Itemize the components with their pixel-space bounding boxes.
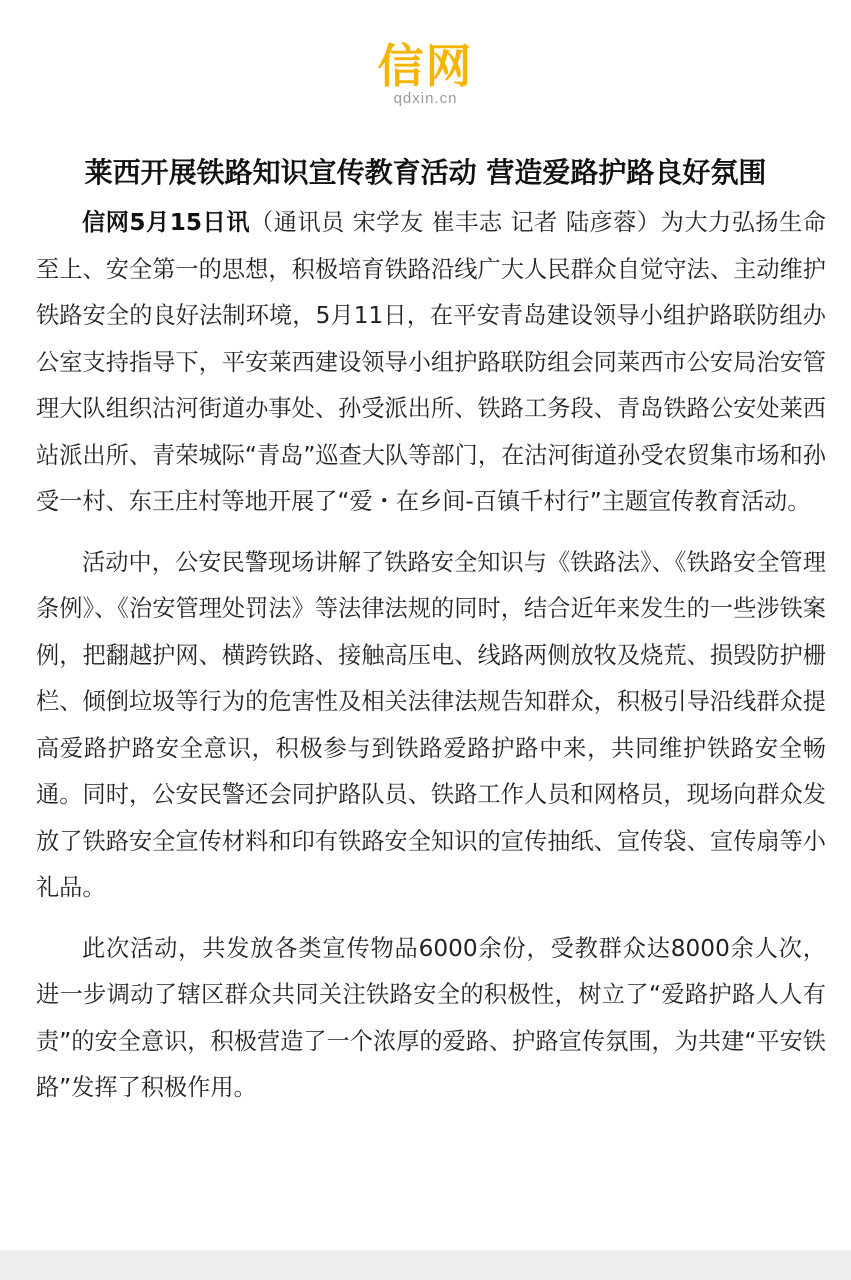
footer-bar xyxy=(0,1250,851,1280)
article-title: 莱西开展铁路知识宣传教育活动 营造爱路护路良好氛围 xyxy=(84,155,767,189)
logo-mark: 信网 xyxy=(377,39,474,93)
logo-domain: qdxin.cn xyxy=(393,90,458,107)
paragraph-text: （通讯员 宋学友 崔丰志 记者 陆彦蓉）为大力弘扬生命至上、安全第一的思想，积极培育铁路沿线广大人民群众自觉守法、主动维护铁路安全的良好法制环境，5月11日，在平安青岛建设领导小组护路联防组办公室支持指导下，平安莱西建设领导小组护路联防组会同莱西市公安局治安管理大队组织沽河街道办事处、孙受派出所、铁路工务段、青岛铁路公安处莱西站派出所、青荣城际“青岛”巡查大队等部门，在沽河街道孙受农贸集市场和孙受一村、东王庄村等地开展了“爱・在乡间-百镇千村行”主题宣传教育活动。 xyxy=(36,209,826,515)
article-dateline: 信网5月15日讯 xyxy=(82,209,250,236)
article-paragraph-3: 此次活动，共发放各类宣传物品6000余份，受教群众达8000余人次，进一步调动了辖区群众共同关注铁路安全的积极性，树立了“爱路护路人人有责”的安全意识，积极营造了一个浓厚的爱路、护路宣传氛围，为共建“平安铁路”发挥了积极作用。 xyxy=(36,934,826,1101)
article-paragraph-2: 活动中，公安民警现场讲解了铁路安全知识与《铁路法》、《铁路安全管理条例》、《治安管理处罚法》等法律法规的同时，结合近年来发生的一些涉铁案例，把翻越护网、横跨铁路、接触高压电、线路两侧放牧及烧荒、损毁防护栅栏、倾倒垃圾等行为的危害性及相关法律法规告知群众，积极引导沿线群众提高爱路护路安全意识，积极参与到铁路爱路护路中来，共同维护铁路安全畅通。同时，公安民警还会同护路队员、铁路工作人员和网格员，现场向群众发放了铁路安全宣传材料和印有铁路安全知识的宣传抽纸、宣传袋、宣传扇等小礼品。 xyxy=(36,548,826,901)
site-logo[interactable] xyxy=(0,40,851,108)
article-paragraph-1 xyxy=(36,200,826,526)
article-body xyxy=(36,200,826,1112)
